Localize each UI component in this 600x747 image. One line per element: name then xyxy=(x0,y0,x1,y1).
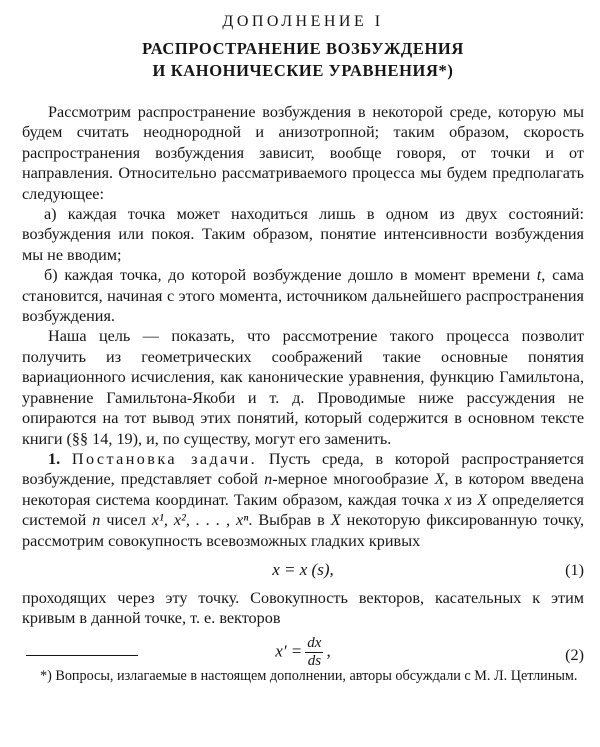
title-line-2: И КАНОНИЧЕСКИЕ УРАВНЕНИЯ*) xyxy=(152,61,454,80)
fraction xyxy=(305,635,323,670)
var-n: n xyxy=(92,511,101,530)
var-X: X xyxy=(477,490,487,509)
equation-1-expr: x = x (s), xyxy=(272,559,334,579)
section-number: 1. xyxy=(48,449,61,468)
equation-2-label: (2) xyxy=(565,645,584,664)
s1-text-5: определяется системой xyxy=(22,490,585,530)
paragraph-goal: Наша цель — показать, что рассмотрение такого процесса позволит получить из геометрических соображений такие основные понятия вариационного исчисления, как канонические уравнения, функцию Гамильтона, уравнение Гамильтона-Якоби и т. д. Проводимые ниже рассуждения не опираются на тот вывод этих понятий, который содержится в основном тексте книги (§§ 14, 19), и, по существу, могут его заменить. xyxy=(22,327,584,448)
var-X: X xyxy=(330,511,341,530)
fraction-denominator: ds xyxy=(307,652,322,669)
title-line-1: РАСПРОСТРАНЕНИЕ ВОЗБУЖДЕНИЯ xyxy=(142,39,464,58)
s1-text-2: -мерное многообразие xyxy=(272,470,435,489)
equation-2-lhs: x′ = xyxy=(275,641,303,661)
paragraph-intro: Рассмотрим распространение возбуждения в некоторой среде, которую мы будем считать неоднородной и анизотропной; таким образом, скорость распространения возбуждения зависит, вообще говоря, от точки и от направления. Относительно рассматриваемого процесса мы будем предполагать следующее: xyxy=(22,103,584,203)
s1-text-6: чисел xyxy=(100,511,152,530)
var-t: t xyxy=(536,266,542,285)
equation-2-comma: , xyxy=(326,641,331,661)
s1-text-1: Пусть среда, в которой распространяется возбуждение, представляет собой xyxy=(22,449,584,489)
appendix-label: ДОПОЛНЕНИЕ I xyxy=(222,13,384,30)
var-n: n xyxy=(264,470,273,489)
s1-text-7: . Выбрав в xyxy=(248,511,331,530)
item-b-text-2: , сама становится, начиная с этого момента, источником дальнейшего распространения возбуждения. xyxy=(22,266,584,326)
var-X: X xyxy=(434,470,445,489)
footnote: *) Вопросы, излагаемые в настоящем дополнении, авторы обсуждали с М. Л. Цетлиным. xyxy=(40,668,578,684)
s1-text-4: из xyxy=(451,490,478,509)
chapter-title xyxy=(22,38,584,82)
body-text xyxy=(22,102,584,677)
section-heading: Постановка задачи. xyxy=(71,449,258,468)
paragraph-item-a: а) каждая точка может находиться лишь в одном из двух состояний: возбуждения или покоя. Таким образом, понятие интенсивности возбуждения мы не вводим; xyxy=(22,205,584,264)
s1-text-8: некоторую фиксированную точку, рассмотрим совокупность всевозможных гладких кривых xyxy=(22,511,585,550)
equation-2-expr xyxy=(22,635,584,670)
paragraph-item-b xyxy=(22,265,584,326)
paragraph-after-eq1: проходящих через эту точку. Совокупность векторов, касательных к этим кривым в данной точке, т. е. векторов xyxy=(22,588,584,628)
paragraph-section-1 xyxy=(22,449,584,551)
s1-text-3: , в котором введена некоторая система координат. Таким образом, каждая точка xyxy=(22,470,584,509)
footnote-rule xyxy=(26,655,138,656)
equation-1-label: (1) xyxy=(565,560,584,579)
item-b-text-1: б) каждая точка, до которой возбуждение дошло в момент времени xyxy=(44,266,537,285)
fraction-numerator: dx xyxy=(307,634,322,651)
var-x: x xyxy=(444,490,452,509)
coordinates: x¹, x², . . . , xⁿ xyxy=(151,511,249,530)
equation-1 xyxy=(22,556,584,586)
